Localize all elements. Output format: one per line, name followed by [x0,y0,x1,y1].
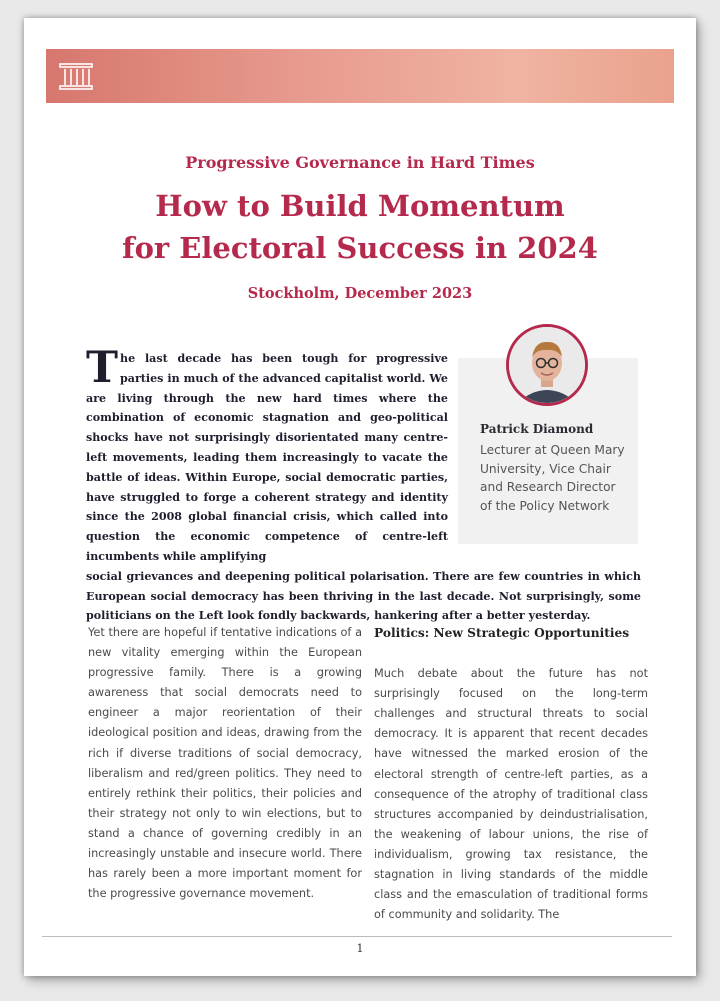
intro-narrow-block [86,343,448,567]
body-column-right-text: Much debate about the future has not surprisingly focused on the long-term challenges and structural threats to social democracy. It is apparent that recent decades have witnessed the marked erosion of the electoral strength of centre-left parties, as a consequence of the atrophy of traditional class structures accompanied by deindustrialisation, the weakening of labour unions, the rise of individualism, growing tax resistance, the stagnation in living standards of the middle class and the emasculation of traditional forms of community and solidarity. The [374,667,648,922]
body-column-left: Yet there are hopeful if tentative indications of a new vitality emerging within the European progressive family. There is a growing awareness that social democrats need to engineer a major reorientation of their ideological position and ideas, drawing from the rich if diverse traditions of social democracy, liberalism and red/green politics. They need to entirely rethink their politics, their policies and their strategy not only to win elections, but to stand a chance of governing credibly in an increasingly unstable and insecure world. There has rarely been a more important moment for the progressive governance movement. [88,626,362,901]
header-band [46,49,674,103]
author-name: Patrick Diamond [480,422,594,436]
intro-text-wide: social grievances and deepening political polarisation. There are few countries in which European social democracy has been thriving in the last decade. Not surprisingly, some politicians on the Left look fondly backwards, hankering after a better yesterday. [86,569,641,623]
section-heading: Politics: New Strategic Opportunities [374,626,630,640]
intro-text-narrow: he last decade has been tough for progressive parties in much of the advanced capitalist world. We are living through the new hard times where the combination of economic stagnation and geo-political shocks have not surprisingly disorientated many centre-left movements, leading them increasingly to vacate the battle of ideas. Within Europe, social democratic parties, have struggled to forge a coherent strategy and identity since the 2008 global financial crisis, which called into question the economic competence of centre-left incumbents while amplifying [86,352,448,563]
body-column-right [374,623,648,925]
page-title [24,185,696,269]
footer-divider [42,936,672,937]
dateline: Stockholm, December 2023 [247,285,473,302]
building-columns-icon [58,60,94,92]
author-role: Lecturer at Queen Mary University, Vice Chair and Research Director of the Policy Network [480,443,625,513]
intro-paragraph [86,343,641,626]
title-line-1: How to Build Momentum [155,189,565,223]
drop-cap: T [86,343,118,393]
title-line-2: for Electoral Success in 2024 [122,231,598,265]
page-number: 1 [356,942,364,955]
document-page [24,18,696,976]
series-title: Progressive Governance in Hard Times [185,153,535,172]
